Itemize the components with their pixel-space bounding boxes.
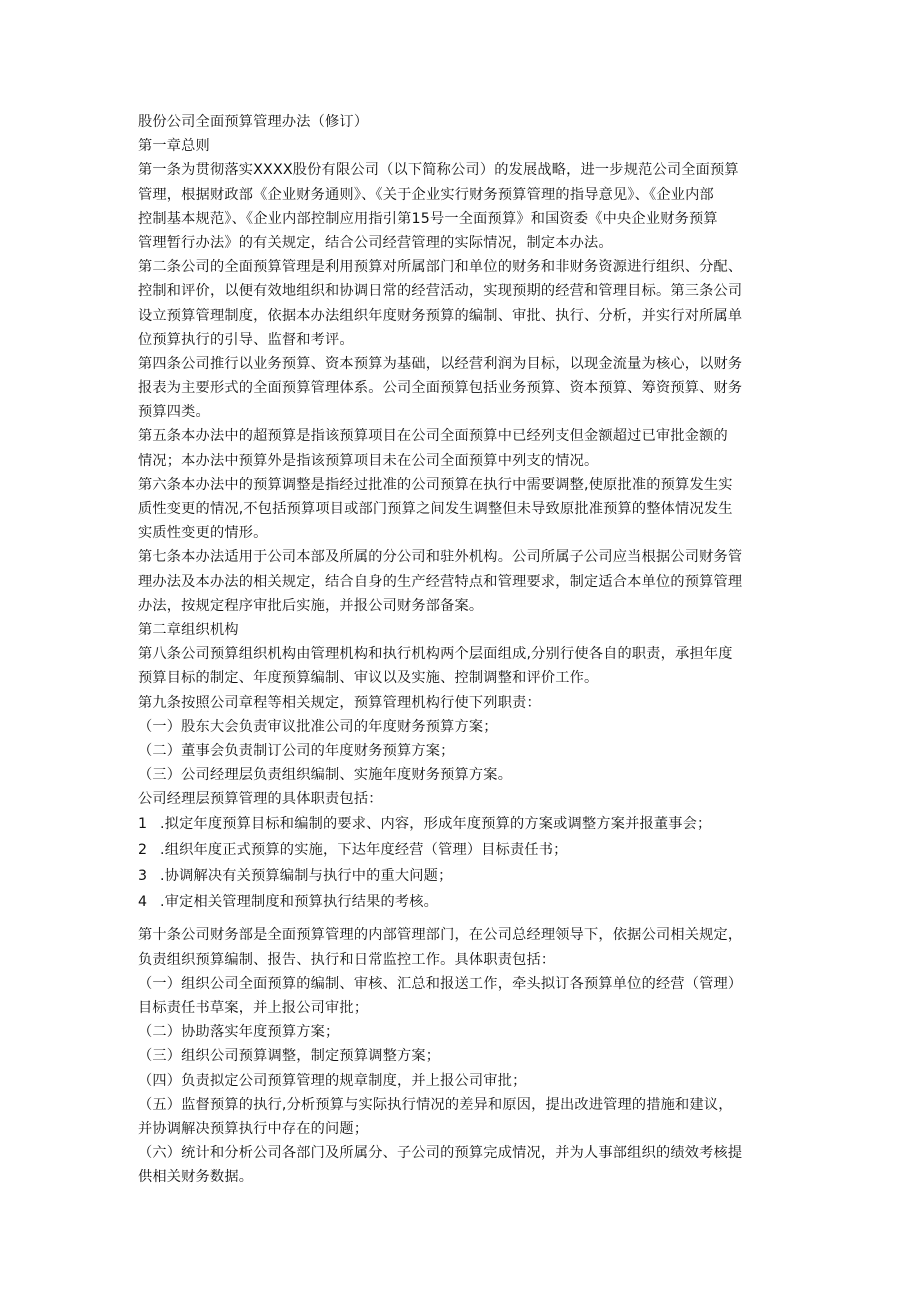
article-9 <box>138 691 798 812</box>
document-page <box>138 110 798 1190</box>
chapter-1-heading: 第一章总则 <box>138 138 210 155</box>
article-1 <box>138 158 798 255</box>
paragraph-line: 理办法及本办法的相关规定，结合自身的生产经营特点和管理要求，制定适合本单位的预算管理 <box>138 573 743 590</box>
article-10 <box>138 923 798 1189</box>
article-6 <box>138 473 798 546</box>
paragraph-line: 第九条按照公司章程等相关规定，预算管理机构行使下列职责： <box>138 694 541 711</box>
paragraph-line: （三）公司经理层负责组织编制、实施年度财务预算方案。 <box>138 767 513 784</box>
paragraph-line: 第十条公司财务部是全面预算管理的内部管理部门，在公司总经理领导下，依据公司相关规定， <box>138 927 743 944</box>
list-number: 3 <box>138 868 148 885</box>
paragraph-line: （二）协助落实年度预算方案； <box>138 1024 340 1041</box>
paragraph-line: 预算目标的制定、年度预算编制、审议以及实施、控制调整和评价工作。 <box>138 670 599 687</box>
paragraph-line: 质性变更的情况,不包括预算项目或部门预算之间发生调整但未导致原批准预算的整体情况发生 <box>138 501 733 517</box>
list-text: .拟定年度预算目标和编制的要求、内容，形成年度预算的方案或调整方案并报董事会； <box>160 816 712 833</box>
paragraph-line: 办法，按规定程序审批后实施，并报公司财务部备案。 <box>138 597 484 614</box>
paragraph-line: 第二条公司的全面预算管理是利用预算对所属部门和单位的财务和非财务资源进行组织、分配、 <box>138 259 743 276</box>
paragraph-line: 情况；本办法中预算外是指该预算项目未在公司全面预算中列支的情况。 <box>138 452 599 469</box>
paragraph-line: 设立预算管理制度，依据本办法组织年度财务预算的编制、审批、执行、分析，并实行对所属单 <box>138 307 743 324</box>
list-item <box>138 811 798 837</box>
paragraph-line: 预算四类。 <box>138 404 210 421</box>
article-7 <box>138 545 798 618</box>
paragraph-line: 第五条本办法中的超预算是指该预算项目在公司全面预算中已经列支但金额超过已审批金额的 <box>138 428 728 445</box>
paragraph-line: 控制基本规范》、《企业内部控制应用指引第15号一全面预算》和国资委《中央企业财务预算 <box>138 210 718 227</box>
paragraph-line: （四）负责拟定公司预算管理的规章制度，并上报公司审批； <box>138 1072 527 1089</box>
paragraph-line: 管理，根据财政部《企业财务通则》、《关于企业实行财务预算管理的指导意见》、《企业内部 <box>138 186 714 203</box>
paragraph-line: 第四条公司推行以业务预算、资本预算为基础，以经营利润为目标，以现金流量为核心，以财务 <box>138 355 743 372</box>
paragraph-line: 控制和评价，以便有效地组织和协调日常的经营活动，实现预期的经营和管理目标。第三条公司 <box>138 283 743 300</box>
paragraph-line: 第一条为贯彻落实XXXX股份有限公司（以下简称公司）的发展战略，进一步规范公司全面预算 <box>138 162 739 179</box>
list-text: .组织年度正式预算的实施，下达年度经营（管理）目标责任书； <box>160 842 568 859</box>
list-item <box>138 837 798 863</box>
paragraph-line: （六）统计和分析公司各部门及所属分、子公司的预算完成情况，并为人事部组织的绩效考核提 <box>138 1145 743 1162</box>
paragraph-line: 报表为主要形式的全面预算管理体系。公司全面预算包括业务预算、资本预算、筹资预算、财务 <box>138 380 743 397</box>
paragraph-line: （二）董事会负责制订公司的年度财务预算方案； <box>138 742 455 759</box>
paragraph-line: 第六条本办法中的预算调整是指经过批准的公司预算在执行中需要调整,使原批准的预算发生实 <box>138 476 733 493</box>
list-item <box>138 863 798 889</box>
article-2-3 <box>138 255 798 352</box>
paragraph-line: （一）股东大会负责审议批准公司的年度财务预算方案； <box>138 718 498 735</box>
paragraph-line: 位预算执行的引导、监督和考评。 <box>138 331 354 348</box>
paragraph-line: （三）组织公司预算调整，制定预算调整方案； <box>138 1048 441 1065</box>
management-duties-list <box>138 811 798 915</box>
paragraph-line: 并协调解决预算执行中存在的问题； <box>138 1120 369 1137</box>
paragraph-line: 供相关财务数据。 <box>138 1169 254 1186</box>
chapter-2-heading: 第二章组织机构 <box>138 621 239 638</box>
paragraph-line: （五）监督预算的执行,分析预算与实际执行情况的差异和原因，提出改进管理的措施和建议， <box>138 1096 733 1113</box>
list-text: .审定相关管理制度和预算执行结果的考核。 <box>160 894 439 911</box>
paragraph-line: 第七条本办法适用于公司本部及所属的分公司和驻外机构。公司所属子公司应当根据公司财务管 <box>138 549 743 566</box>
list-number: 4 <box>138 894 148 911</box>
article-5 <box>138 424 798 472</box>
paragraph-line: 负责组织预算编制、报告、执行和日常监控工作。具体职责包括： <box>138 951 556 968</box>
list-number: 2 <box>138 842 148 859</box>
list-text: .协调解决有关预算编制与执行中的重大问题； <box>160 868 453 885</box>
list-item <box>138 889 798 915</box>
article-8 <box>138 642 798 690</box>
article-4 <box>138 352 798 425</box>
document-title: 股份公司全面预算管理办法（修订） <box>138 114 369 130</box>
paragraph-line: 管理暂行办法》的有关规定，结合公司经营管理的实际情况，制定本办法。 <box>138 234 613 251</box>
paragraph-line: 第八条公司预算组织机构由管理机构和执行机构两个层面组成,分别行使各自的职责，承担年度 <box>138 646 733 663</box>
paragraph-line: 目标责任书草案，并上报公司审批； <box>138 1000 369 1016</box>
paragraph-line: 实质性变更的情形。 <box>138 525 268 542</box>
paragraph-line: 公司经理层预算管理的具体职责包括： <box>138 791 383 808</box>
paragraph-line: （一）组织公司全面预算的编制、审核、汇总和报送工作，牵头拟订各预算单位的经营（管理） <box>138 975 743 992</box>
list-number: 1 <box>138 816 148 833</box>
